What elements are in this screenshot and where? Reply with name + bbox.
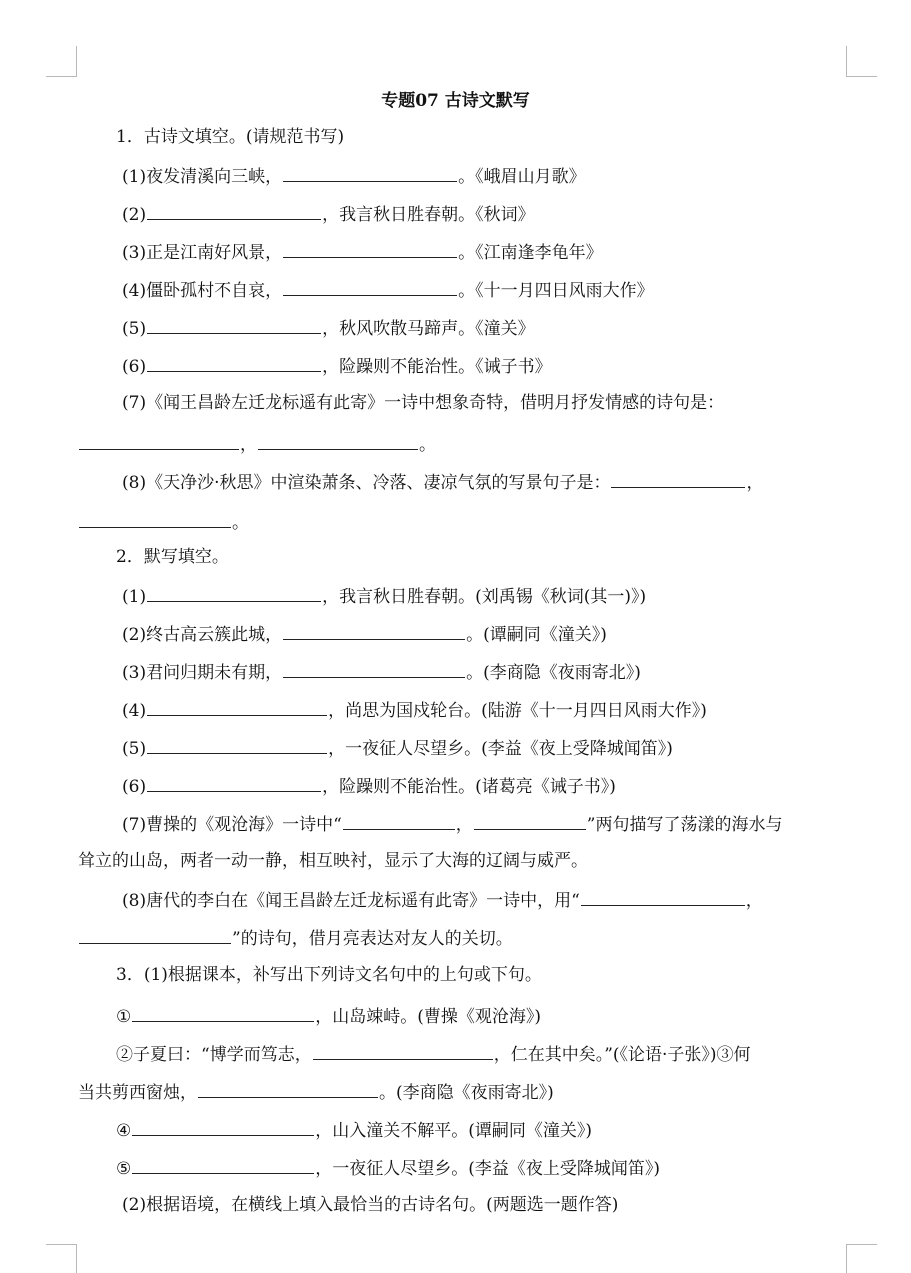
q3-item-2-text-end: ，仁在其中矣。”(《论语·子张》)③何 (493, 1045, 751, 1065)
answer-blank[interactable] (147, 698, 327, 716)
answer-blank[interactable] (283, 660, 465, 678)
q2-item-3-text: (3)君问归期未有期， (122, 663, 283, 683)
comma: ， (240, 435, 257, 455)
q3-item-4-num: ④ (116, 1121, 132, 1141)
crop-mark-top-right (846, 46, 877, 77)
answer-blank[interactable] (581, 888, 745, 906)
q3-item-5-text: ，一夜征人尽望乡。(李益《夜上受降城闻笛》) (315, 1159, 661, 1179)
q2-item-6-num: (6) (122, 777, 147, 797)
q2-item-8-text: (8)唐代的李白在《闻王昌龄左迁龙标遥有此寄》一诗中，用“ (122, 891, 580, 911)
q3-item-2-text: ②子夏曰：“博学而笃志， (116, 1045, 312, 1065)
q2-item-7-text: (7)曹操的《观沧海》一诗中“ (122, 815, 342, 835)
answer-blank[interactable] (283, 164, 457, 182)
q1-item-1-text: (1)夜发清溪向三峡， (122, 167, 283, 187)
q1-item-4 (122, 278, 654, 302)
q2-item-8 (122, 888, 763, 912)
q2-heading: 2．默写填空。 (116, 547, 229, 567)
q2-item-2-source: 。(谭嗣同《潼关》) (466, 625, 607, 645)
q2-item-5-num: (5) (122, 739, 147, 759)
answer-blank[interactable] (132, 1118, 314, 1136)
q3-part-2: (2)根据语境，在横线上填入最恰当的古诗名句。(两题选一题作答) (122, 1195, 619, 1215)
q2-item-7 (122, 812, 782, 836)
answer-blank[interactable] (611, 470, 745, 488)
answer-blank[interactable] (474, 812, 586, 830)
q3-item-3-text: 当共剪西窗烛， (78, 1083, 197, 1103)
q3-item-2 (116, 1042, 751, 1066)
answer-blank[interactable] (258, 432, 418, 450)
crop-mark-bottom-left (46, 1244, 77, 1273)
q1-item-2-num: (2) (122, 205, 147, 225)
q3-item-3-source: 。(李商隐《夜雨寄北》) (379, 1083, 554, 1103)
answer-blank[interactable] (313, 1042, 493, 1060)
q3-item-4 (116, 1118, 592, 1142)
comma: ， (455, 815, 473, 835)
q1-item-6-text: ，险躁则不能治性。《诫子书》 (322, 357, 552, 377)
period: 。 (419, 435, 436, 455)
answer-blank[interactable] (79, 510, 231, 528)
q2-item-1-num: (1) (122, 587, 147, 607)
q2-item-4 (122, 698, 707, 722)
answer-blank[interactable] (283, 240, 457, 258)
q1-item-3 (122, 240, 603, 264)
crop-mark-top-left (46, 46, 77, 77)
answer-blank[interactable] (147, 316, 321, 334)
q1-item-3-text: (3)正是江南好风景， (122, 243, 283, 263)
answer-blank[interactable] (79, 926, 231, 944)
q3-item-5-num: ⑤ (116, 1159, 132, 1179)
answer-blank[interactable] (283, 622, 465, 640)
q2-item-3 (122, 660, 641, 684)
q1-item-7-answers (78, 432, 436, 456)
q3-item-1-num: ① (116, 1007, 132, 1027)
period: 。 (232, 513, 249, 533)
answer-blank[interactable] (343, 812, 455, 830)
q1-heading: 1．古诗文填空。(请规范书写) (116, 127, 345, 147)
q1-item-8 (122, 470, 763, 494)
answer-blank[interactable] (147, 584, 321, 602)
answer-blank[interactable] (132, 1156, 314, 1174)
q1-item-1 (122, 164, 586, 188)
q1-item-8-answers (78, 510, 249, 534)
q2-item-1 (122, 584, 646, 608)
q2-item-8-line2 (78, 926, 513, 950)
answer-blank[interactable] (147, 202, 321, 220)
q1-item-5 (122, 316, 535, 340)
q3-item-5 (116, 1156, 660, 1180)
q1-item-8-text: (8)《天净沙·秋思》中渲染萧条、冷落、凄凉气氛的写景句子是： (122, 473, 611, 493)
crop-mark-bottom-right (846, 1244, 877, 1273)
q1-item-6-num: (6) (122, 357, 147, 377)
q1-item-7: (7)《闻王昌龄左迁龙标遥有此寄》一诗中想象奇特，借明月抒发情感的诗句是： (122, 393, 725, 413)
q2-item-6-text: ，险躁则不能治性。(诸葛亮《诫子书》) (322, 777, 616, 797)
q2-item-5 (122, 736, 673, 760)
q2-item-6 (122, 774, 616, 798)
q3-item-4-text: ，山入潼关不解平。(谭嗣同《潼关》) (315, 1121, 593, 1141)
q2-item-2-text: (2)终古高云簇此城， (122, 625, 283, 645)
q2-item-4-text: ，尚思为国戍轮台。(陆游《十一月四日风雨大作》) (328, 701, 707, 721)
q1-item-3-source: 。《江南逢李龟年》 (458, 243, 603, 263)
q1-item-4-source: 。《十一月四日风雨大作》 (458, 281, 654, 301)
q3-item-3 (78, 1080, 554, 1104)
q2-item-7-text-end: ”两句描写了荡漾的海水与 (586, 815, 783, 835)
q1-item-6 (122, 354, 552, 378)
answer-blank[interactable] (147, 774, 321, 792)
q2-item-1-text: ，我言秋日胜春朝。(刘禹锡《秋词(其一)》) (322, 587, 647, 607)
q1-item-1-source: 。《峨眉山月歌》 (458, 167, 586, 187)
answer-blank[interactable] (147, 354, 321, 372)
answer-blank[interactable] (198, 1080, 378, 1098)
q3-heading: 3．(1)根据课本，补写出下列诗文名句中的上句或下句。 (116, 965, 542, 985)
q2-item-8-text-end: ”的诗句，借月亮表达对友人的关切。 (232, 929, 513, 949)
q2-item-5-text: ，一夜征人尽望乡。(李益《夜上受降城闻笛》) (328, 739, 673, 759)
answer-blank[interactable] (283, 278, 457, 296)
comma: ， (746, 473, 764, 493)
comma: ， (745, 891, 763, 911)
q1-item-2-text: ，我言秋日胜春朝。《秋词》 (322, 205, 535, 225)
answer-blank[interactable] (147, 736, 327, 754)
page-title: 专题07 古诗文默写 (381, 91, 530, 111)
q2-item-7-line2: 耸立的山岛，两者一动一静，相互映衬，显示了大海的辽阔与威严。 (78, 851, 588, 871)
q3-item-1-text: ，山岛竦峙。(曹操《观沧海》) (315, 1007, 542, 1027)
q2-item-4-num: (4) (122, 701, 147, 721)
q1-item-5-num: (5) (122, 319, 147, 339)
answer-blank[interactable] (79, 432, 239, 450)
q2-item-3-source: 。(李商隐《夜雨寄北》) (466, 663, 641, 683)
answer-blank[interactable] (132, 1004, 314, 1022)
q1-item-4-text: (4)僵卧孤村不自哀， (122, 281, 283, 301)
q3-item-1 (116, 1004, 541, 1028)
q1-item-5-text: ，秋风吹散马蹄声。《潼关》 (322, 319, 535, 339)
q2-item-2 (122, 622, 607, 646)
q1-item-2 (122, 202, 535, 226)
